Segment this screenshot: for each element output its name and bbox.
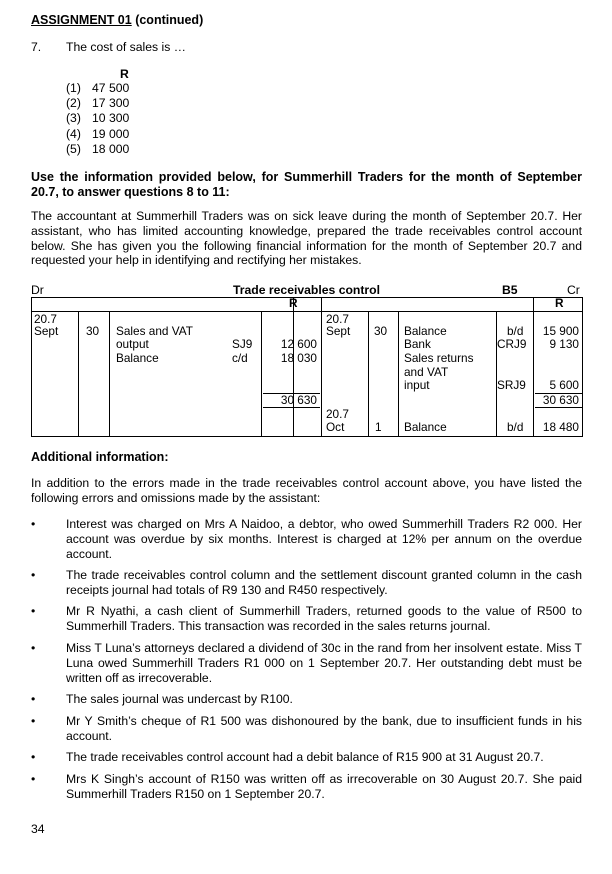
credit-amount-2: 9 130 <box>549 337 579 351</box>
credit-amount-1: 15 900 <box>542 324 579 338</box>
debit-year: 20.7 <box>34 312 57 326</box>
credit-month-2: Oct <box>326 420 345 434</box>
option-3[interactable]: (3) 10 300 <box>66 111 130 126</box>
credit-month: Sept <box>326 324 351 338</box>
credit-details-2: Bank <box>404 337 431 351</box>
credit-year: 20.7 <box>326 312 349 326</box>
ledger-folio: B5 <box>502 283 518 297</box>
credit-day: 30 <box>374 324 388 338</box>
debit-amount-1: 12 600 <box>280 337 317 351</box>
debit-fol-1: SJ9 <box>232 337 253 351</box>
ledger-dr: Dr <box>31 283 44 297</box>
debit-details-2: output <box>116 337 149 351</box>
additional-heading: Additional information: <box>31 450 169 464</box>
credit-fol-4: b/d <box>507 420 524 434</box>
credit-fol-2: CRJ9 <box>497 337 527 351</box>
debit-total: 30 630 <box>280 393 317 407</box>
instruction-text: Use the information provided below, for Summerhill Traders for the month of September 20.7, to answer questions 8 to 11: <box>31 170 582 199</box>
option-4[interactable]: (4) 19 000 <box>66 126 130 141</box>
credit-fol-1: b/d <box>507 324 524 338</box>
credit-details-6: Balance <box>404 420 447 434</box>
credit-fol-3: SRJ9 <box>497 378 526 392</box>
credit-total: 30 630 <box>542 393 579 407</box>
credit-amount-3: 5 600 <box>549 378 579 392</box>
debit-details-3: Balance <box>116 351 159 365</box>
debit-details-1: Sales and VAT <box>116 324 193 338</box>
ledger-header <box>31 283 583 298</box>
ledger-cr: Cr <box>567 283 580 297</box>
title-continued: (continued) <box>131 13 204 27</box>
credit-details-1: Balance <box>404 324 447 338</box>
options-currency-header: R <box>120 67 129 81</box>
page-title <box>31 13 203 27</box>
answer-options <box>66 81 129 157</box>
credit-details-4: and VAT <box>404 365 449 379</box>
option-2[interactable]: (2) 17 300 <box>66 96 130 111</box>
credit-details-5: input <box>404 378 430 392</box>
debit-amount-2: 18 030 <box>280 351 317 365</box>
additional-paragraph: In addition to the errors made in the trade receivables control account above, you have listed the following errors and omissions made by the assistant: <box>31 476 582 505</box>
ledger-r-left: R <box>289 296 298 310</box>
title-assignment: ASSIGNMENT 01 <box>31 13 132 27</box>
credit-day-2: 1 <box>375 420 382 434</box>
page-number: 34 <box>31 822 45 836</box>
option-1[interactable]: (1) 47 500 <box>66 81 130 95</box>
credit-amount-4: 18 480 <box>542 420 579 434</box>
question-text: The cost of sales is … <box>66 40 186 54</box>
ledger-title: Trade receivables control <box>233 283 380 297</box>
credit-details-3: Sales returns <box>404 351 474 365</box>
credit-year-2: 20.7 <box>326 407 349 421</box>
ledger-r-right: R <box>555 296 564 310</box>
debit-day: 30 <box>86 324 100 338</box>
option-5[interactable]: (5) 18 000 <box>66 141 130 156</box>
ledger-table <box>31 297 583 437</box>
debit-month: Sept <box>34 324 59 338</box>
question-number: 7. <box>31 40 42 54</box>
debit-fol-2: c/d <box>232 351 248 365</box>
scenario-paragraph: The accountant at Summerhill Traders was on sick leave during the month of September 20.7. Her assistant, who has limited accounting knowledge, prepared the trade receivables control account below. She has given you the following financial information for the month of September 20.7 and requested your help in identifying and rectifying her mistakes. <box>31 209 582 268</box>
